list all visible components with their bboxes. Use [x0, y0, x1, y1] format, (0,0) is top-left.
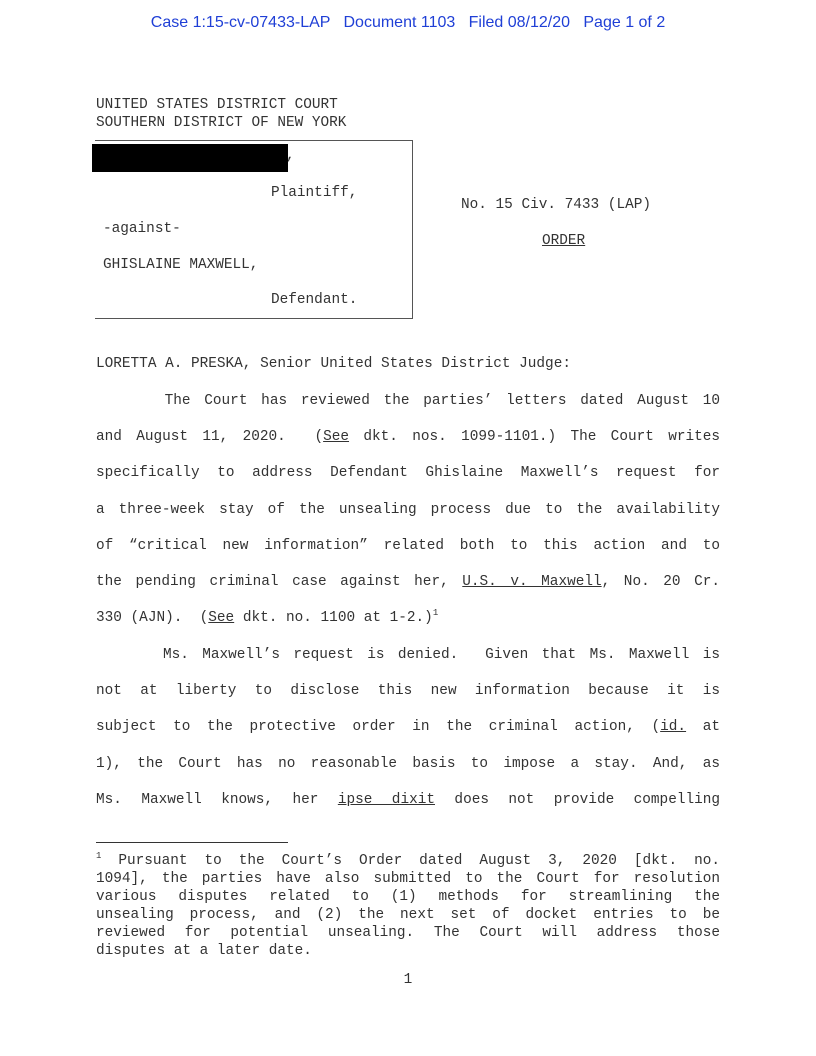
court-line-1: UNITED STATES DISTRICT COURT: [96, 97, 338, 113]
stamp-page: Page 1 of 2: [583, 14, 666, 31]
footnote-reference: 1: [432, 608, 439, 619]
p1-l7-a: 330 (AJN). (: [96, 610, 209, 627]
p2-line-3: [96, 709, 720, 745]
p1-l6-a: the pending criminal case against her,: [96, 573, 463, 590]
p2-line-4: 1), the Court has no reasonable basis to impose a stay. And, as: [96, 755, 720, 772]
ipse-dixit: ipse dixit: [337, 791, 435, 808]
plaintiff-comma: ,: [286, 148, 295, 164]
p1-line-2: [96, 419, 720, 455]
fn-line-5: reviewed for potential unsealing. The Court will address those: [96, 925, 720, 941]
p2-l3-a: subject to the protective order in the criminal action, (: [96, 719, 661, 736]
fn-line-3: various disputes related to (1) methods for streamlining the: [96, 889, 720, 905]
p1-l7-b: dkt. no. 1100 at 1-2.): [234, 610, 433, 627]
p1-l6-b: , No. 20 Cr.: [601, 573, 720, 590]
see-citation-2: See: [208, 610, 235, 627]
p2-l5-b: does not provide compelling: [435, 791, 721, 808]
fn-line-6: disputes at a later date.: [96, 943, 312, 959]
see-citation: See: [323, 429, 350, 446]
stamp-case: Case 1:15-cv-07433-LAP: [150, 14, 331, 31]
p1-l2-b: dkt. nos. 1099-1101.) The Court writes: [349, 429, 721, 446]
id-citation: id.: [660, 719, 687, 736]
fn-line-1: [96, 852, 720, 870]
court-line-2: SOUTHERN DISTRICT OF NEW YORK: [96, 115, 347, 131]
stamp-filed: Filed 08/12/20: [468, 14, 571, 31]
fn-l1-text: Pursuant to the Court’s Order dated August 3, 2020 [dkt. no.: [101, 853, 720, 869]
footnote-separator: [96, 842, 288, 843]
fn-line-2: 1094], the parties have also submitted to the Court for resolution: [96, 871, 720, 887]
paragraph-2: [96, 637, 720, 818]
p2-line-5: [96, 782, 720, 818]
p2-l3-b: at: [686, 719, 720, 736]
plaintiff-label: Plaintiff,: [271, 185, 358, 201]
p1-line-6: [96, 564, 720, 600]
p1-line-7: [96, 600, 720, 636]
case-number: No. 15 Civ. 7433 (LAP): [461, 197, 651, 213]
document-title: ORDER: [542, 233, 586, 249]
p2-line-1: Ms. Maxwell’s request is denied. Given that Ms. Maxwell is: [96, 647, 720, 663]
paragraph-1: [96, 383, 720, 636]
court-heading: [96, 96, 346, 132]
p1-line-3: specifically to address Defendant Ghislaine Maxwell’s request for: [96, 465, 720, 482]
redaction-bar: [92, 144, 288, 172]
page-number: 1: [403, 972, 413, 988]
fn-line-4: unsealing process, and (2) the next set of docket entries to be: [96, 907, 720, 923]
footnote-marker: 1: [96, 851, 102, 862]
p1-line-1: The Court has reviewed the parties’ letters dated August 10: [96, 393, 720, 409]
footnote: [96, 852, 720, 960]
stamp-document: Document 1103: [343, 14, 456, 31]
judge-line: LORETTA A. PRESKA, Senior United States District Judge:: [96, 356, 571, 372]
p1-line-5: of “critical new information” related both to this action and to: [96, 537, 720, 554]
defendant-name: GHISLAINE MAXWELL,: [103, 257, 259, 273]
defendant-label: Defendant.: [271, 292, 358, 308]
p1-line-4: a three-week stay of the unsealing process due to the availability: [96, 501, 720, 518]
p2-line-2: not at liberty to disclose this new information because it is: [96, 683, 720, 700]
ecf-header-stamp: [0, 14, 816, 32]
p2-l5-a: Ms. Maxwell knows, her: [96, 791, 338, 808]
case-citation: U.S. v. Maxwell: [462, 573, 602, 590]
p1-l2-a: and August 11, 2020. (: [96, 429, 324, 446]
against-label: -against-: [103, 221, 181, 237]
